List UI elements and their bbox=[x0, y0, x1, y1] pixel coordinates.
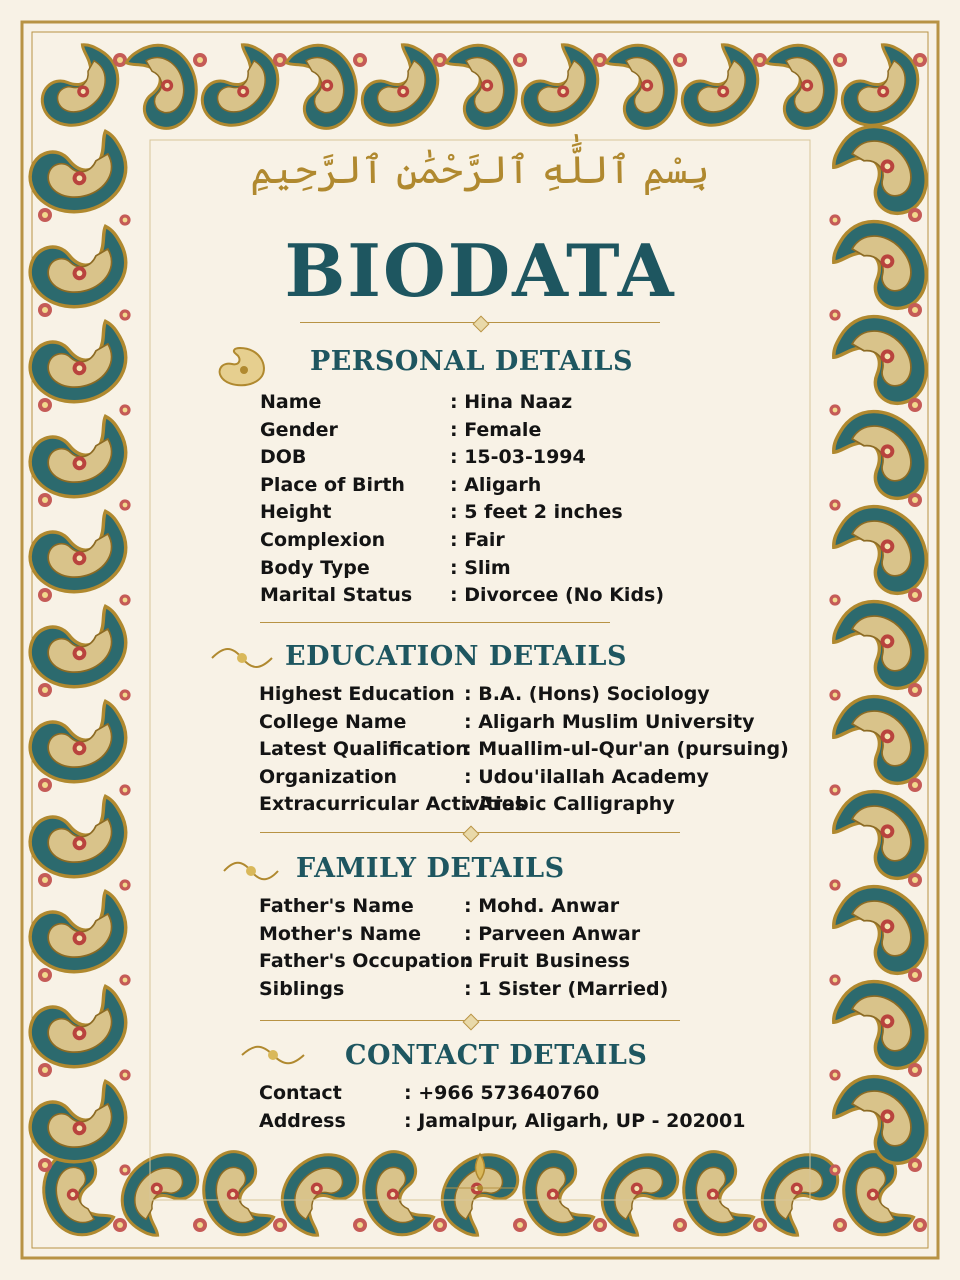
detail-label: Mother's Name bbox=[259, 922, 421, 945]
detail-label: Latest Qualification bbox=[259, 738, 469, 761]
detail-value: : Jamalpur, Aligarh, UP - 202001 bbox=[404, 1110, 746, 1132]
family-detail-row bbox=[259, 978, 819, 1004]
section-heading-family: FAMILY DETAILS bbox=[296, 853, 565, 884]
personal-detail-row bbox=[260, 501, 820, 527]
detail-label: Height bbox=[260, 501, 332, 524]
personal-detail-row bbox=[260, 557, 820, 583]
personal-detail-row bbox=[260, 474, 820, 500]
detail-value: : Fruit Business bbox=[464, 950, 630, 973]
detail-value: : Parveen Anwar bbox=[464, 922, 641, 945]
personal-detail-row bbox=[260, 446, 820, 472]
detail-label: Siblings bbox=[259, 977, 345, 1000]
detail-value: : 1 Sister (Married) bbox=[464, 977, 669, 1000]
detail-value: : Aligarh Muslim University bbox=[464, 710, 755, 733]
page-title: BIODATA bbox=[284, 228, 676, 313]
detail-label: Highest Education bbox=[259, 683, 455, 705]
detail-value: : Udou'ilallah Academy bbox=[464, 765, 709, 788]
detail-value: : Divorcee (No Kids) bbox=[450, 584, 665, 607]
family-detail-row bbox=[259, 895, 819, 921]
family-detail-row bbox=[259, 950, 819, 976]
section-heading-personal: PERSONAL DETAILS bbox=[310, 346, 634, 377]
contact-detail-row bbox=[259, 1110, 819, 1136]
personal-detail-row bbox=[260, 391, 820, 417]
detail-value: : Slim bbox=[450, 556, 511, 579]
section-heading-education: EDUCATION DETAILS bbox=[285, 641, 627, 672]
detail-value: : 15-03-1994 bbox=[450, 446, 586, 469]
detail-value: : B.A. (Hons) Sociology bbox=[464, 683, 710, 705]
detail-label: Organization bbox=[259, 765, 398, 788]
personal-detail-row bbox=[260, 584, 820, 610]
section-divider bbox=[260, 618, 610, 628]
detail-value: : Arabic Calligraphy bbox=[464, 793, 675, 816]
section-heading-contact: CONTACT DETAILS bbox=[345, 1040, 648, 1071]
flourish-ornament-icon bbox=[240, 1040, 306, 1070]
detail-value: : Hina Naaz bbox=[450, 391, 573, 413]
detail-value: : Mohd. Anwar bbox=[464, 895, 620, 917]
detail-label: Place of Birth bbox=[260, 473, 405, 496]
detail-value: : Muallim-ul-Qur'an (pursuing) bbox=[464, 738, 789, 761]
education-detail-row bbox=[259, 738, 819, 764]
detail-label: College Name bbox=[259, 710, 407, 733]
detail-label: Contact bbox=[259, 1082, 342, 1104]
education-detail-row bbox=[259, 793, 819, 819]
personal-detail-row bbox=[260, 419, 820, 445]
detail-label: Father's Name bbox=[259, 895, 414, 917]
detail-label: DOB bbox=[260, 446, 307, 469]
bismillah-calligraphy: بِسْمِ ٱللَّٰهِ ٱلرَّحْمَٰنِ ٱلرَّحِيمِ bbox=[250, 148, 710, 192]
flourish-ornament-icon bbox=[210, 644, 274, 672]
detail-value: : Aligarh bbox=[450, 473, 542, 496]
flourish-ornament-icon bbox=[222, 856, 280, 886]
detail-value: : Fair bbox=[450, 529, 505, 551]
education-detail-row bbox=[259, 683, 819, 709]
personal-detail-row bbox=[260, 529, 820, 555]
contact-detail-row bbox=[259, 1082, 819, 1108]
detail-label: Gender bbox=[260, 418, 338, 441]
section-divider bbox=[260, 828, 680, 838]
detail-label: Marital Status bbox=[260, 584, 413, 607]
paisley-icon bbox=[210, 344, 270, 390]
title-divider bbox=[300, 318, 660, 328]
section-divider bbox=[260, 1016, 680, 1026]
detail-label: Complexion bbox=[260, 529, 386, 551]
detail-value: : +966 573640760 bbox=[404, 1082, 600, 1104]
education-detail-row bbox=[259, 766, 819, 792]
detail-value: : 5 feet 2 inches bbox=[450, 501, 623, 524]
detail-label: Father's Occupation bbox=[259, 950, 474, 973]
detail-value: : Female bbox=[450, 418, 542, 441]
detail-label: Address bbox=[259, 1110, 346, 1132]
detail-label: Body Type bbox=[260, 556, 370, 579]
bottom-flourish-icon bbox=[440, 1150, 520, 1200]
detail-label: Name bbox=[260, 391, 322, 413]
education-detail-row bbox=[259, 711, 819, 737]
detail-label: Extracurricular Activities bbox=[259, 793, 526, 816]
family-detail-row bbox=[259, 923, 819, 949]
